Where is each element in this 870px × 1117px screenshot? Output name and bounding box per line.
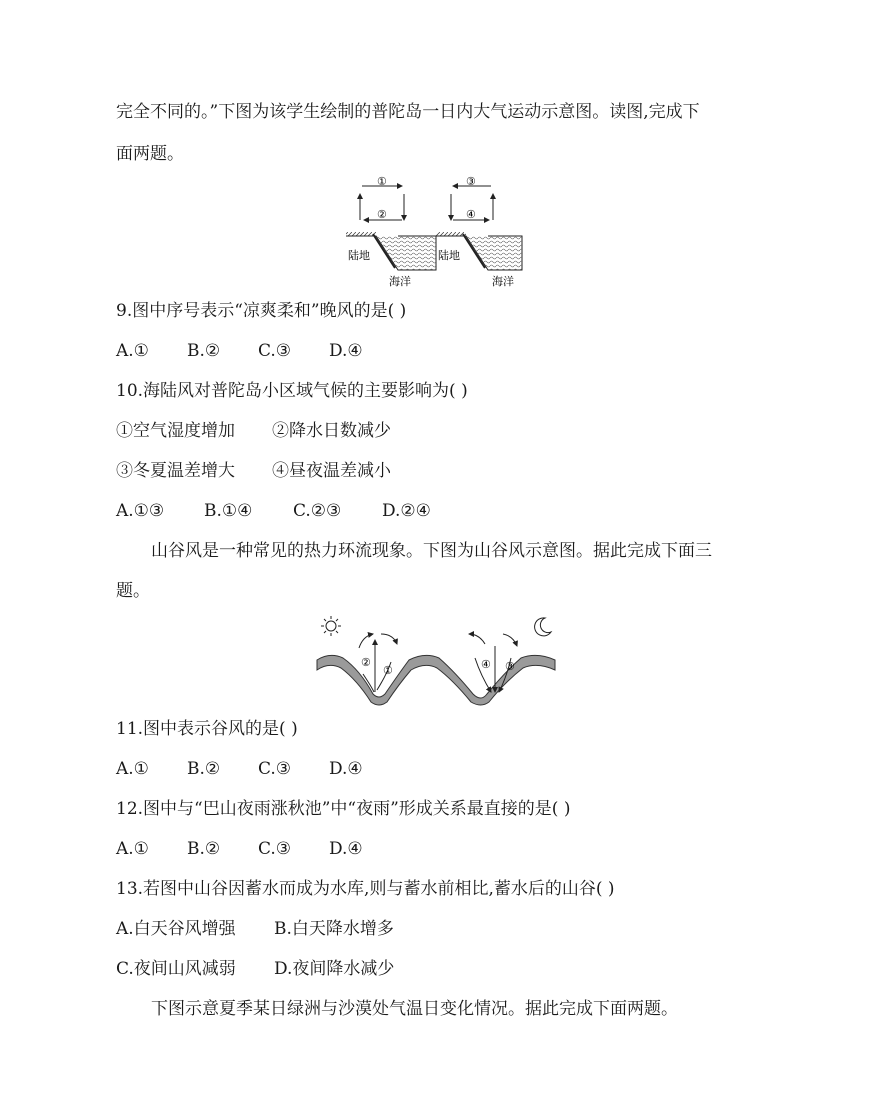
q9-stem: 9.图中序号表示“凉爽柔和”晚风的是( ) — [116, 301, 407, 321]
q13-stem: 13.若图中山谷因蓄水而成为水库,则与蓄水前相比,蓄水后的山谷( ) — [116, 879, 615, 899]
label-4: ④ — [466, 208, 476, 221]
q9-option-a[interactable]: A.① — [116, 341, 149, 361]
q12-option-c[interactable]: C.③ — [258, 839, 292, 859]
q13-options-row2 — [116, 957, 394, 981]
q12-stem: 12.图中与“巴山夜雨涨秋池”中“夜雨”形成关系最直接的是( ) — [116, 799, 571, 819]
intro1-line1: 完全不同的。”下图为该学生绘制的普陀岛一日内大气运动示意图。读图,完成下 — [116, 102, 700, 122]
q10-items-row1 — [116, 419, 391, 443]
sea-label-a: 海洋 — [389, 275, 411, 288]
q11-stem: 11.图中表示谷风的是( ) — [116, 719, 298, 739]
q12-option-a[interactable]: A.① — [116, 839, 149, 859]
q10-option-d[interactable]: D.②④ — [382, 501, 431, 521]
q13-option-a[interactable]: A.白天谷风增强 — [116, 919, 236, 939]
q10-item-1: ①空气湿度增加 — [116, 421, 235, 441]
q13-option-c[interactable]: C.夜间山风减弱 — [116, 959, 236, 979]
label-2: ② — [377, 208, 387, 221]
label-2b: ② — [361, 656, 371, 669]
q10-items-row2 — [116, 459, 391, 483]
q10-option-b[interactable]: B.①④ — [204, 501, 253, 521]
q9-option-d[interactable]: D.④ — [329, 341, 363, 361]
q10-item-3: ③冬夏温差增大 — [116, 461, 235, 481]
label-1b: ① — [383, 664, 393, 677]
terrain — [317, 655, 555, 705]
q13-option-b[interactable]: B.白天降水增多 — [274, 919, 394, 939]
q12-options — [116, 837, 363, 861]
q9-options — [116, 339, 363, 363]
q11-option-d[interactable]: D.④ — [329, 759, 363, 779]
moon-icon — [535, 618, 551, 636]
sea-land-breeze-diagram — [340, 172, 530, 290]
q11-option-c[interactable]: C.③ — [258, 759, 292, 779]
label-3: ③ — [466, 175, 476, 188]
q10-item-4: ④昼夜温差减小 — [272, 461, 391, 481]
q12-option-b[interactable]: B.② — [187, 839, 221, 859]
intro1-line2: 面两题。 — [116, 144, 184, 164]
mountain-valley-breeze-diagram — [315, 612, 560, 706]
q10-stem: 10.海陆风对普陀岛小区域气候的主要影响为( ) — [116, 381, 468, 401]
q9-option-b[interactable]: B.② — [187, 341, 221, 361]
land-label-a: 陆地 — [348, 249, 370, 262]
intro2-line1: 山谷风是一种常见的热力环流现象。下图为山谷风示意图。据此完成下面三 — [151, 541, 712, 561]
q10-item-2: ②降水日数减少 — [272, 421, 391, 441]
q9-option-c[interactable]: C.③ — [258, 341, 292, 361]
intro2-line2: 题。 — [116, 581, 150, 601]
intro3-line1: 下图示意夏季某日绿洲与沙漠处气温日变化情况。据此完成下面两题。 — [151, 999, 678, 1019]
panel-a — [346, 175, 436, 288]
label-4b: ④ — [481, 658, 491, 671]
right-valley-arrows — [469, 634, 517, 692]
sea-label-b: 海洋 — [492, 275, 514, 288]
panel-b — [436, 175, 522, 288]
sun-icon — [321, 616, 341, 636]
label-1: ① — [377, 175, 387, 188]
label-3b: ③ — [505, 660, 515, 673]
q11-option-b[interactable]: B.② — [187, 759, 221, 779]
q10-options — [116, 499, 431, 523]
land-label-b: 陆地 — [438, 249, 460, 262]
q10-option-c[interactable]: C.②③ — [293, 501, 342, 521]
q10-option-a[interactable]: A.①③ — [116, 501, 165, 521]
q12-option-d[interactable]: D.④ — [329, 839, 363, 859]
q13-option-d[interactable]: D.夜间降水减少 — [274, 959, 395, 979]
q11-option-a[interactable]: A.① — [116, 759, 149, 779]
q11-options — [116, 757, 363, 781]
q13-options-row1 — [116, 917, 394, 941]
